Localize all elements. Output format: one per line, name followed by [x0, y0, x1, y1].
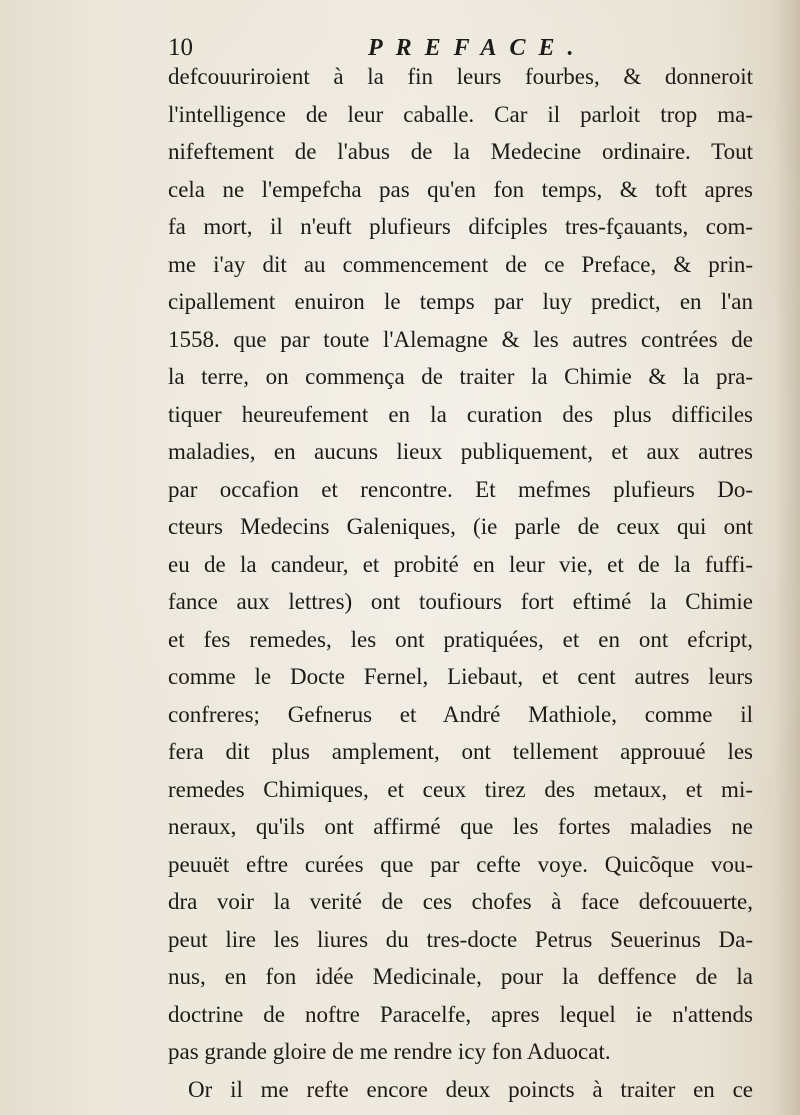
running-head: PREFACE.: [368, 35, 587, 61]
text-line: maladies, en aucuns lieux publiquement, et aux autres: [168, 439, 753, 464]
text-line: comme le Docte Fernel, Liebaut, et cent autres leurs: [168, 664, 753, 689]
text-line: nus, en fon idée Medicinale, pour la deffence de la: [168, 964, 753, 989]
text-line: fance aux lettres) ont toufiours fort eftimé la Chimie: [168, 589, 753, 614]
text-line: cela ne l'empefcha pas qu'en fon temps, & toft apres: [168, 176, 753, 202]
text-line: neraux, qu'ils ont affirmé que les fortes maladies ne: [168, 814, 753, 839]
text-line: la terre, on commença de traiter la Chimie & la pra-: [168, 364, 753, 389]
text-line: pas grande gloire de me rendre icy fon Aduocat.: [168, 1039, 611, 1064]
text-line: dra voir la verité de ces chofes à face defcouuerte,: [168, 889, 753, 914]
text-line: Or il me refte encore deux poincts à traiter en ce: [188, 1076, 753, 1102]
body-text: [168, 58, 753, 1108]
text-line: cipallement enuiron le temps par luy predict, en l'an: [168, 289, 753, 314]
text-line: tiquer heureufement en la curation des plus difficiles: [168, 401, 753, 427]
text-line: remedes Chimiques, et ceux tirez des metaux, et mi-: [168, 776, 753, 802]
text-line: me i'ay dit au commencement de ce Preface, & prin-: [168, 251, 753, 277]
text-line: et fes remedes, les ont pratiquées, et en ont efcript,: [168, 626, 753, 652]
text-line: peuuët eftre curées que par cefte voye. Quicõque vou-: [168, 851, 753, 877]
text-line: par occafion et rencontre. Et mefmes plufieurs Do-: [168, 476, 753, 502]
text-line: confreres; Gefnerus et André Mathiole, comme il: [168, 701, 753, 727]
text-line: defcouuriroient à la fin leurs fourbes, & donneroit: [168, 64, 753, 89]
text-line: cteurs Medecins Galeniques, (ie parle de ceux qui ont: [168, 514, 753, 539]
text-line: eu de la candeur, et probité en leur vie, et de la fuffi-: [168, 551, 753, 577]
page-edge-shadow: [774, 0, 800, 1115]
text-line: fera dit plus amplement, ont tellement approuué les: [168, 739, 753, 764]
text-line: fa mort, il n'euft plufieurs difciples tres-fçauants, com-: [168, 214, 753, 239]
text-line: nifeftement de l'abus de la Medecine ordinaire. Tout: [168, 139, 753, 164]
text-line: l'intelligence de leur caballe. Car il parloit trop ma-: [168, 101, 753, 127]
text-line: peut lire les liures du tres-docte Petrus Seuerinus Da-: [168, 926, 753, 952]
page-number: 10: [168, 34, 193, 61]
text-line: 1558. que par toute l'Alemagne & les autres contrées de: [168, 326, 753, 352]
text-line: doctrine de noftre Paracelfe, apres lequel ie n'attends: [168, 1001, 753, 1027]
